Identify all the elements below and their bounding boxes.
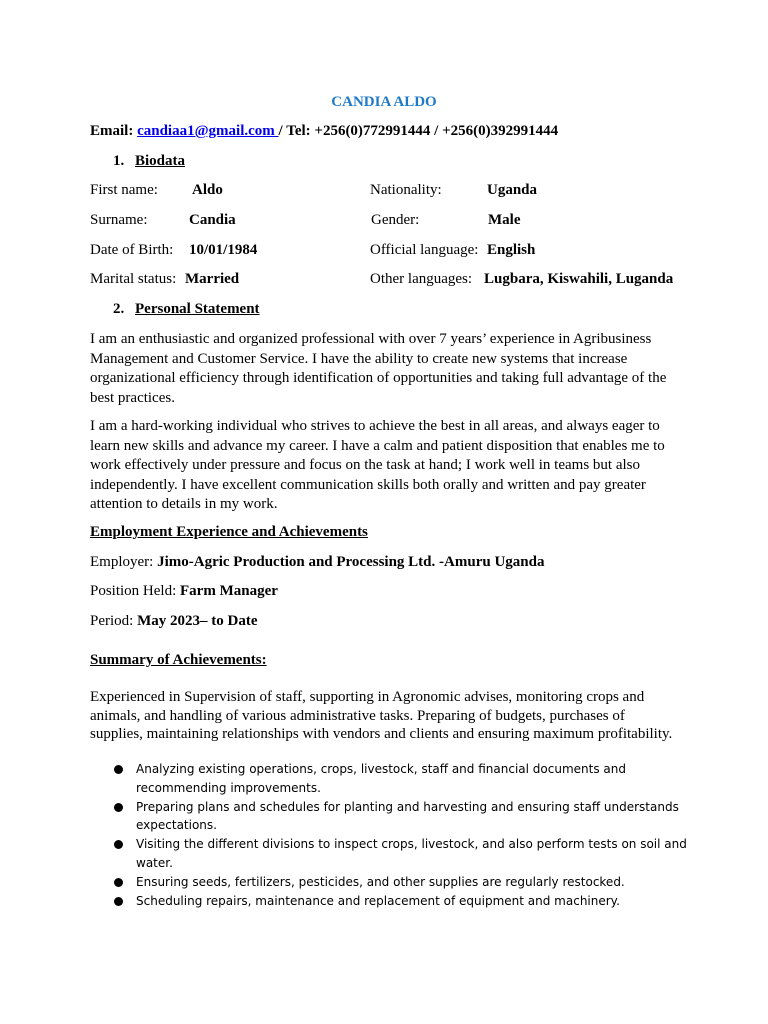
bullet-icon — [114, 878, 123, 887]
personal-statement-paragraph-2: I am a hard-working individual who strives to achieve the best in all areas, and always eager to learn new skills and advance my career. I have a calm and patient disposition that enables me to work effectively under pressure and focus on the task at hand; I work well in teams but also independently. I have excellent communication skills both orally and written and pay greater attention to details in my work. — [90, 418, 665, 512]
list-item — [112, 873, 692, 892]
section-number-personal: 2. — [113, 301, 125, 317]
bullet-icon — [114, 897, 123, 906]
list-item-text: Preparing plans and schedules for planting and harvesting and ensuring staff understands expectations. — [136, 799, 679, 833]
gender-label: Gender: — [371, 212, 420, 228]
first-name-value: Aldo — [192, 182, 223, 198]
list-item-text: Visiting the different divisions to inspect crops, livestock, and also perform tests on soil and water. — [136, 837, 687, 870]
bullet-icon — [114, 803, 123, 812]
official-language-value: English — [487, 242, 536, 258]
employer-line — [90, 553, 544, 572]
first-name-label: First name: — [90, 182, 158, 198]
cv-name-heading: CANDIA ALDO — [331, 94, 437, 110]
list-item-text: Analyzing existing operations, crops, livestock, staff and financial documents and recommending improvements. — [136, 762, 626, 795]
position-line — [90, 582, 278, 601]
surname-value: Candia — [189, 212, 236, 228]
section-title-biodata: Biodata — [135, 153, 186, 169]
other-languages-value: Lugbara, Kiswahili, Luganda — [484, 271, 674, 287]
list-item-text: Scheduling repairs, maintenance and replacement of equipment and machinery. — [136, 894, 620, 909]
other-languages-label: Other languages: — [370, 271, 473, 287]
period-value: May 2023– to Date — [137, 613, 258, 629]
list-item — [112, 798, 692, 835]
telephone-text: / Tel: +256(0)772991444 / +256(0)392991444 — [278, 123, 559, 139]
marital-status-value: Married — [185, 271, 240, 287]
period-label: Period: — [90, 613, 138, 629]
gender-value: Male — [488, 212, 521, 228]
email-label: Email: — [90, 123, 138, 139]
dob-label: Date of Birth: — [90, 242, 174, 258]
contact-line — [90, 122, 558, 141]
surname-label: Surname: — [90, 212, 148, 228]
section-number-biodata: 1. — [113, 153, 125, 169]
bullet-icon — [114, 840, 123, 849]
list-item — [112, 892, 692, 911]
personal-statement-paragraph-1: I am an enthusiastic and organized professional with over 7 years’ experience in Agribusiness Management and Customer Service. I have the ability to create new systems that increase organizational efficiency through identification of opportunities and taking full advantage of the best practices. — [90, 331, 667, 406]
bullet-icon — [114, 765, 123, 774]
employer-label: Employer: — [90, 554, 158, 570]
nationality-label: Nationality: — [370, 182, 442, 198]
employment-heading: Employment Experience and Achievements — [90, 524, 368, 540]
list-item — [112, 760, 692, 797]
list-item — [112, 835, 692, 872]
achievements-list — [112, 760, 692, 911]
section-title-personal-statement: Personal Statement — [135, 301, 260, 317]
employer-value: Jimo-Agric Production and Processing Ltd. -Amuru Uganda — [157, 554, 545, 570]
summary-paragraph: Experienced in Supervision of staff, supporting in Agronomic advises, monitoring crops and animals, and handling of various administrative tasks. Preparing of budgets, purchases of supplies, maintaining relationships with vendors and clients and ensuring maximum profitability. — [90, 689, 673, 742]
dob-value: 10/01/1984 — [189, 242, 258, 258]
email-link[interactable]: candiaa1@gmail.com — [137, 123, 279, 139]
summary-of-achievements-heading: Summary of Achievements: — [90, 652, 267, 668]
position-label: Position Held: — [90, 583, 181, 599]
list-item-text: Ensuring seeds, fertilizers, pesticides, and other supplies are regularly restocked. — [136, 875, 625, 890]
period-line — [90, 612, 257, 631]
nationality-value: Uganda — [487, 182, 538, 198]
marital-status-label: Marital status: — [90, 271, 177, 287]
official-language-label: Official language: — [370, 242, 479, 258]
position-value: Farm Manager — [180, 583, 278, 599]
